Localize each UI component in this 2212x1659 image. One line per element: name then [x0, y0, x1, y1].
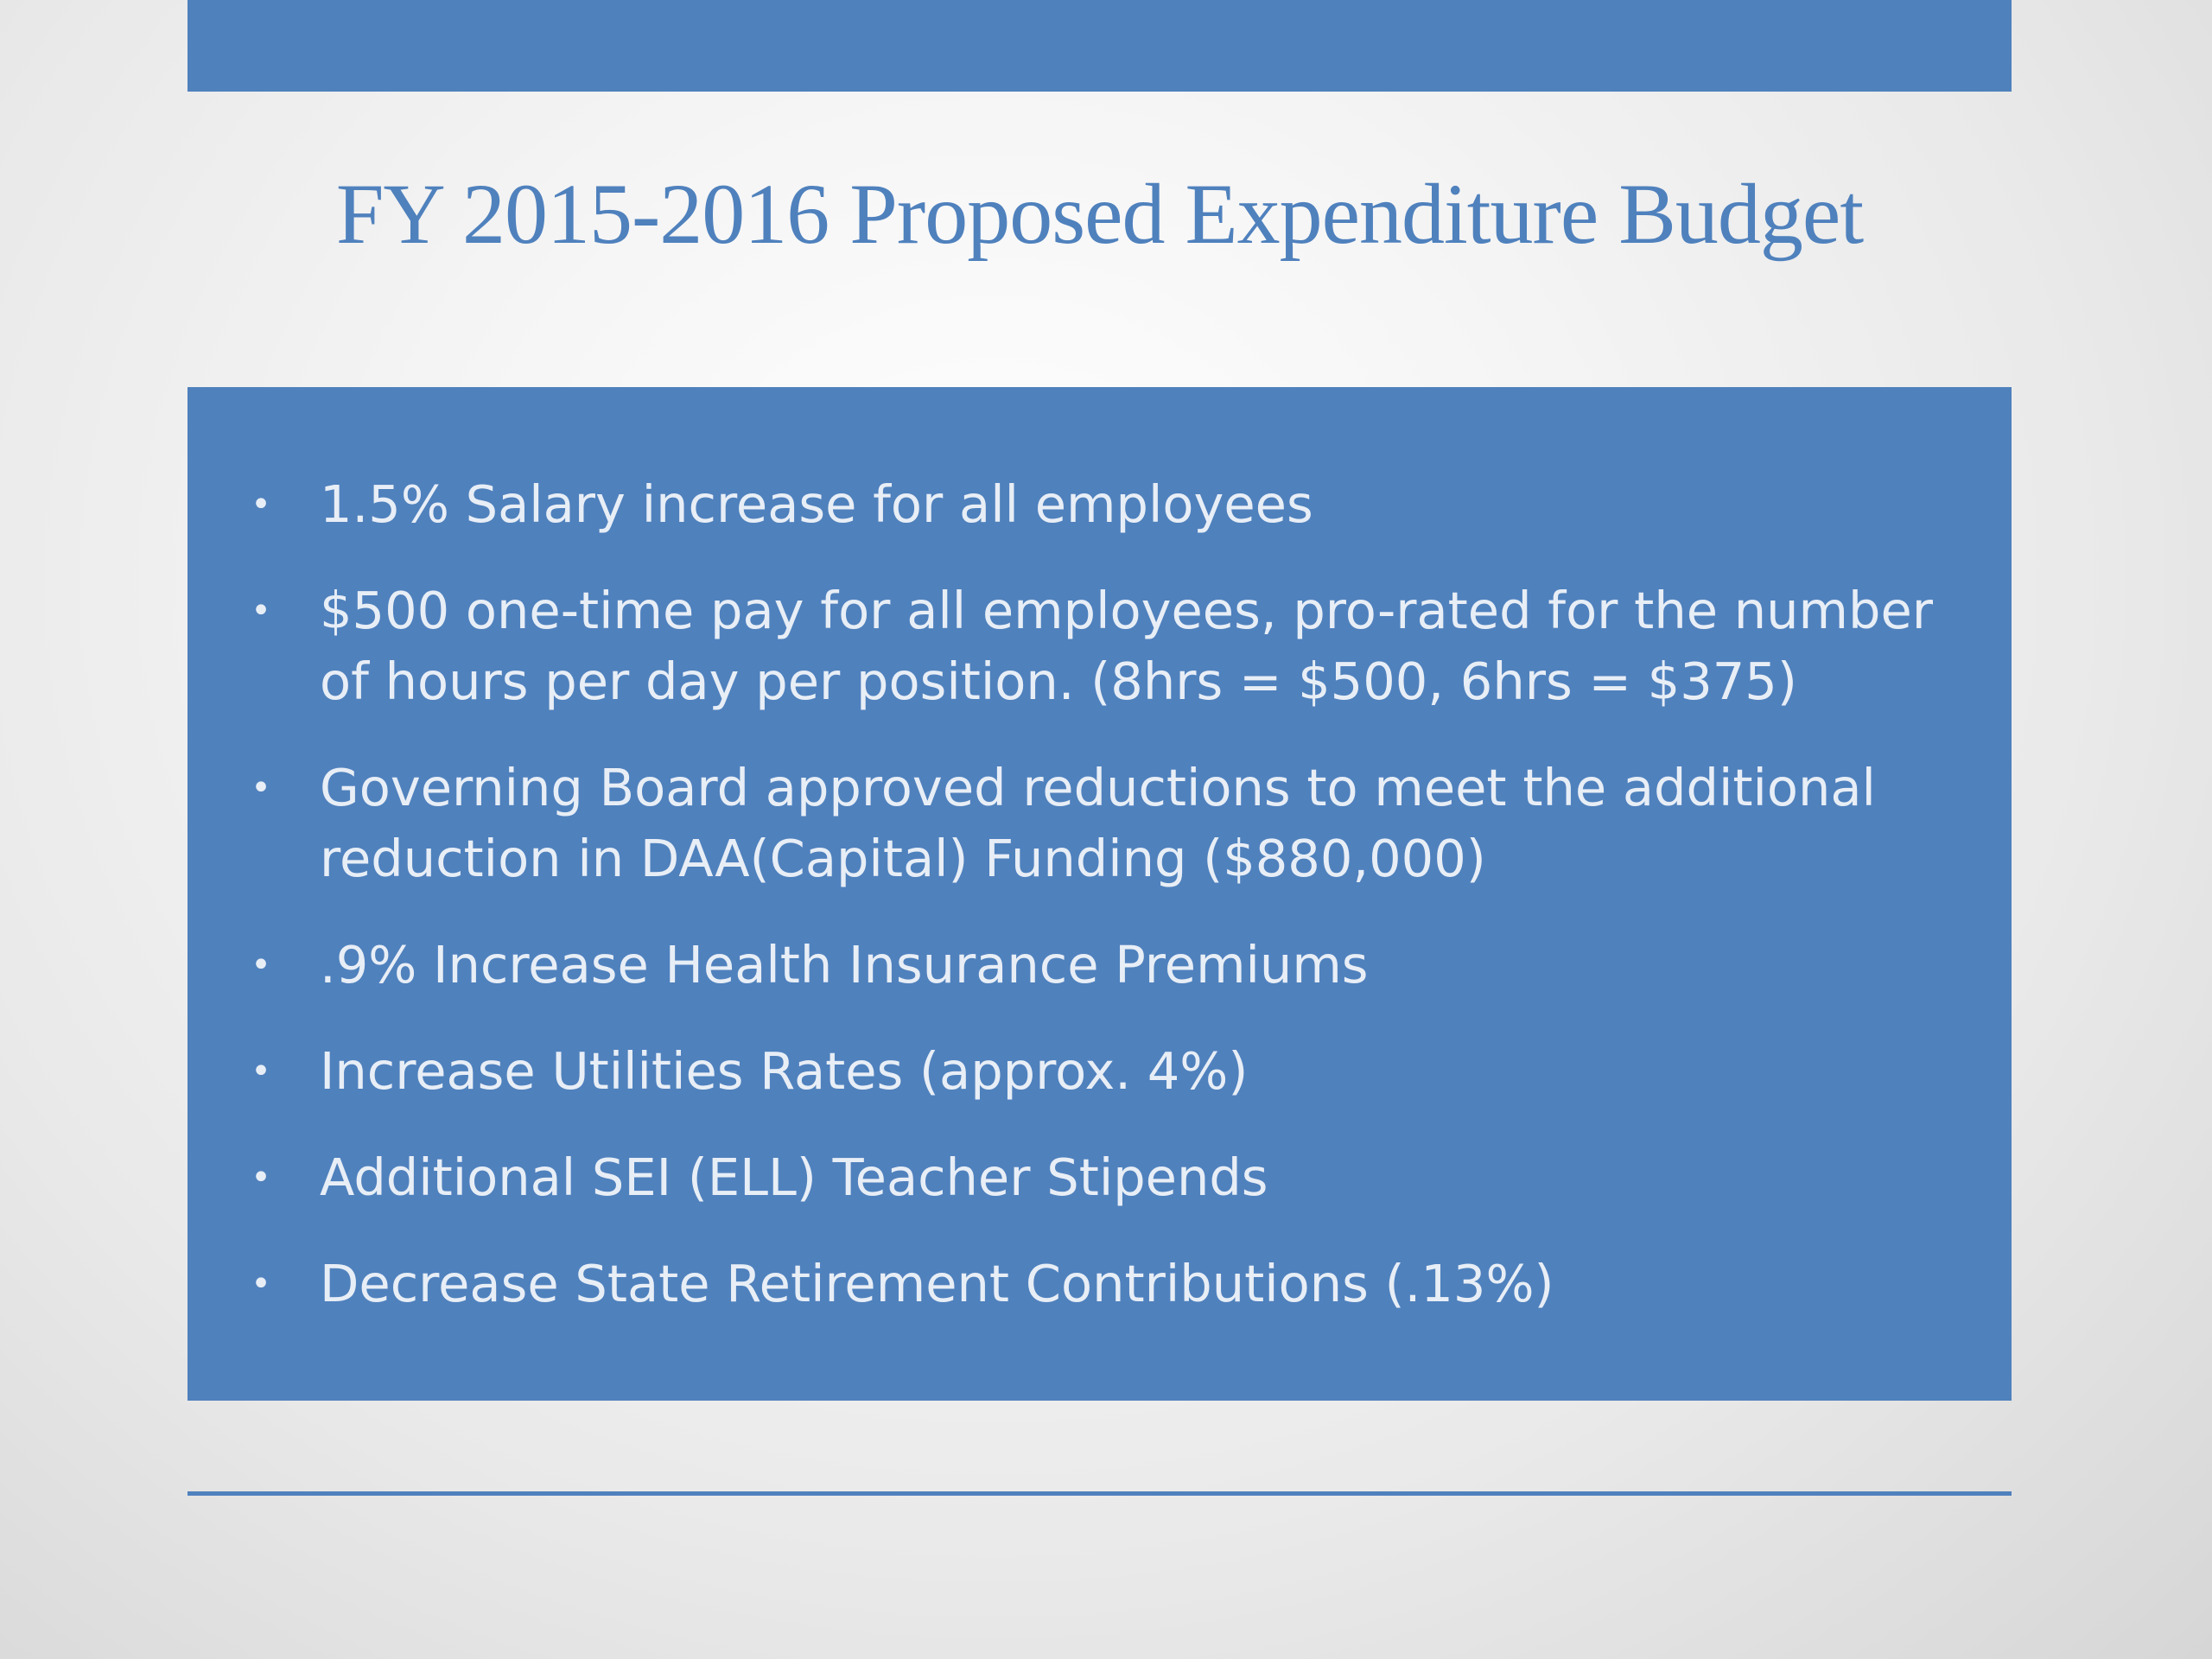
bullet-list	[248, 469, 1980, 1319]
bullet-icon: •	[251, 591, 271, 631]
bullet-text: $500 one-time pay for all employees, pro-rated for the number of hours per day per position. (8hrs = $500, 6hrs = $375)	[320, 581, 1934, 711]
content-box	[188, 387, 2012, 1401]
bullet-item	[248, 1249, 1980, 1319]
bullet-icon: •	[251, 1264, 271, 1304]
bullet-item	[248, 575, 1980, 717]
bullet-item	[248, 1036, 1980, 1107]
bullet-text: Additional SEI (ELL) Teacher Stipends	[320, 1147, 1268, 1207]
bullet-text: Decrease State Retirement Contributions (.13%)	[320, 1254, 1554, 1313]
bullet-icon: •	[251, 945, 271, 985]
bullet-text: .9% Increase Health Insurance Premiums	[320, 935, 1369, 995]
bullet-item	[248, 753, 1980, 894]
bullet-item	[248, 1142, 1980, 1213]
bullet-text: 1.5% Salary increase for all employees	[320, 474, 1313, 534]
bullet-icon: •	[251, 1158, 271, 1198]
bullet-icon: •	[251, 1052, 271, 1091]
bullet-icon: •	[251, 485, 271, 524]
bottom-divider	[188, 1491, 2012, 1496]
top-accent-bar	[188, 0, 2012, 92]
bullet-text: Increase Utilities Rates (approx. 4%)	[320, 1041, 1249, 1101]
bullet-item	[248, 930, 1980, 1001]
bullet-icon: •	[251, 768, 271, 808]
bullet-text: Governing Board approved reductions to meet the additional reduction in DAA(Capital) Funding ($880,000)	[320, 758, 1876, 888]
bullet-item	[248, 469, 1980, 540]
slide-title: FY 2015-2016 Proposed Expenditure Budget	[335, 166, 1864, 262]
